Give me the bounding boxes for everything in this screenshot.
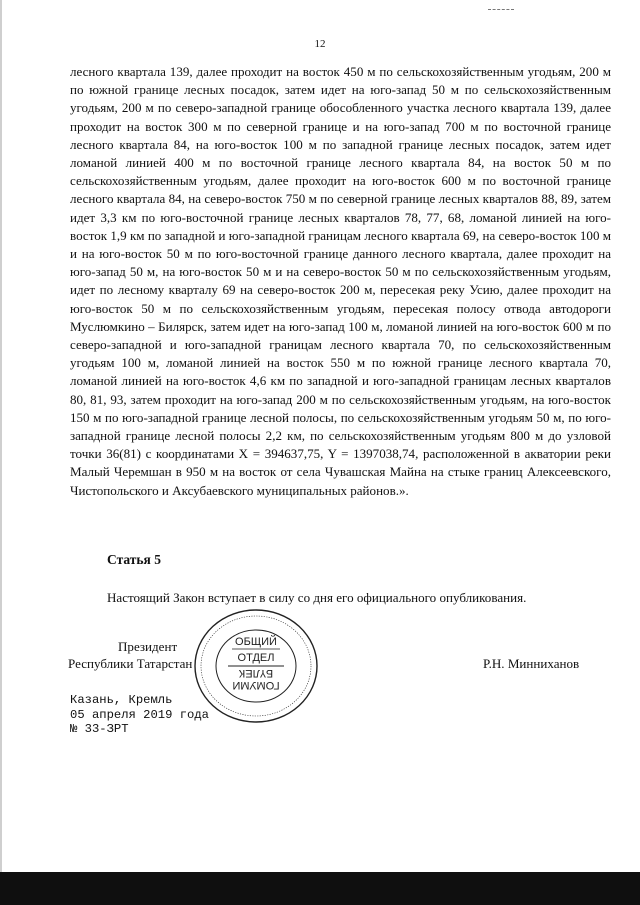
stamp-text-line-4: БҮЛЕК bbox=[238, 667, 274, 679]
signatory-title-line-1: Президент bbox=[118, 639, 178, 654]
stamp-text-line-3: ГОМУМИ bbox=[232, 679, 280, 691]
body-paragraph: лесного квартала 139, далее проходит на восток 450 м по сельскохозяйственным угодьям, 200 м по южной границе лесных посадок, затем идет на юго-запад 50 м по сельскохозяйственным угодьям, 200 м по северо-западной границе обособленного участка лесного квартала 139, далее проходит на восток 300 м по северной границе и на юго-запад 700 м по восточной границе лесного квартала 84, на юго-восток 100 м по западной границе лесных посадок, затем идет ломаной линией 400 м по восточной границе лесного квартала 84, на восток 50 м по сельскохозяйственным угодьям, далее проходит на юго-восток 600 м по восточной границе лесного квартала 84, на северо-восток 750 м по северной границе лесных кварталов 88, 89, затем идет 3,3 км по юго-восточной границе лесных кварталов 78, 77, 68, ломаной линией на юго-восток 1,9 км по западной и юго-западной границам лесного квартала 69, на северо-восток 100 м и на юго-восток 50 м по юго-восточной границе данного лесного квартала, далее проходит на юго-запад 50 м, на юго-восток 50 м и на северо-восток 50 м по сельскохозяйственным угодьям, идет по лесному кварталу 69 на северо-восток 200 м, пересекая реку Усию, далее проходит на юго-восток 50 м по сельскохозяйственным угодьям, пересекая полосу отвода автодороги Муслюмкино – Билярск, затем идет на юго-запад 100 м, ломаной линией на юго-восток 600 м по северо-западной и юго-западной границам лесного квартала 70, по сельскохозяйственным угодьям 100 м, ломаной линией на восток 550 м по южной границе лесного квартала 70, ломаной линией на юго-восток 4,6 км по западной и юго-западной границам лесных кварталов 80, 81, 93, затем проходит на юго-запад 200 м по сельскохозяйственным угодьям, на юго-восток 150 м по юго-западной границе лесной полосы, по сельскохозяйственным угодьям 50 м, по юго-западной границе лесной полосы 2,2 км, по сельскохозяйственным угодьям 800 м до узловой точки 36(81) с координатами X = 394637,75, Y = 1397038,74, расположенной в акватории реки Малый Черемшан в 950 м на восток от села Чувашская Майна на стыке границ Алексеевского, Чистопольского и Аксубаевского муниципальных районов.». bbox=[70, 64, 611, 498]
stamp-text-line-2: ОТДЕЛ bbox=[237, 652, 275, 664]
stamp-text-line-1: ОБЩИЙ bbox=[235, 636, 277, 648]
signatory-title-line-2: Республики Татарстан bbox=[68, 656, 193, 671]
signatory-name: Р.Н. Минниханов bbox=[483, 656, 580, 671]
law-number-line: № 33-ЗРТ bbox=[70, 722, 129, 736]
scan-left-edge bbox=[0, 0, 2, 872]
date-line: 05 апреля 2019 года bbox=[70, 708, 209, 722]
article-heading: Статья 5 bbox=[107, 552, 161, 567]
place-line: Казань, Кремль bbox=[70, 693, 173, 707]
scan-corner-mark bbox=[488, 9, 514, 10]
page-number: 12 bbox=[314, 38, 326, 50]
scan-bottom-border bbox=[0, 872, 640, 905]
official-stamp bbox=[192, 607, 320, 725]
enactment-text: Настоящий Закон вступает в силу со дня его официального опубликования. bbox=[107, 590, 527, 605]
